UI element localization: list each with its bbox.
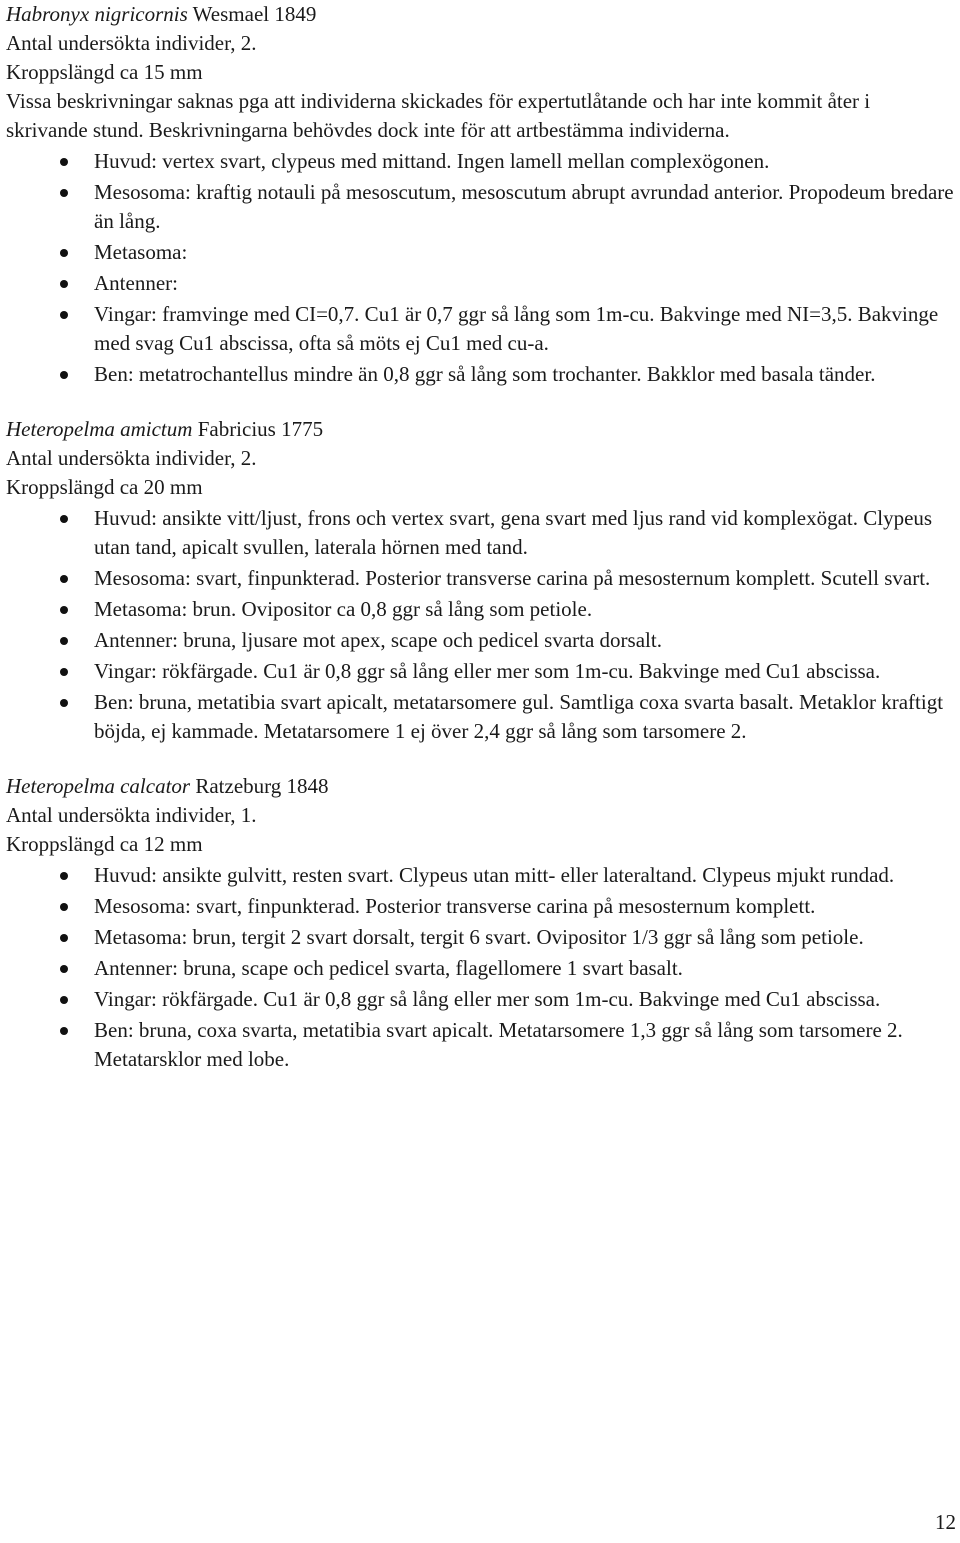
bullet-icon	[60, 699, 68, 707]
trait-item-metasoma	[6, 238, 956, 267]
bullet-icon	[60, 637, 68, 645]
trait-text: Ben: bruna, metatibia svart apicalt, metatarsomere gul. Samtliga coxa svarta basalt. Metaklor kraftigt böjda, ej kammade. Metatarsomere 1 ej över 2,4 ggr så lång som tarsomere 2.	[94, 690, 944, 743]
bullet-icon	[60, 965, 68, 973]
bullet-icon	[60, 996, 68, 1004]
trait-item-ben	[6, 688, 956, 746]
specimen-count: Antal undersökta individer, 1.	[6, 803, 257, 827]
trait-item-metasoma	[6, 595, 956, 624]
trait-text: Mesosoma: svart, finpunkterad. Posterior transverse carina på mesosternum komplett. Scutell svart.	[94, 566, 931, 590]
trait-text: Ben: metatrochantellus mindre än 0,8 ggr så lång som trochanter. Bakklor med basala tänder.	[94, 362, 876, 386]
species-heading	[6, 415, 956, 444]
bullet-icon	[60, 311, 68, 319]
trait-text: Huvud: vertex svart, clypeus med mittand. Ingen lamell mellan complexögonen.	[94, 149, 770, 173]
page-number: 12	[935, 1510, 956, 1534]
bullet-icon	[60, 371, 68, 379]
species-section-habronyx-nigricornis	[6, 0, 956, 389]
bullet-icon	[60, 575, 68, 583]
trait-item-metasoma	[6, 923, 956, 952]
species-author: Ratzeburg 1848	[195, 774, 329, 798]
bullet-icon	[60, 515, 68, 523]
bullet-icon	[60, 158, 68, 166]
trait-text: Antenner: bruna, scape och pedicel svarta, flagellomere 1 svart basalt.	[94, 956, 683, 980]
trait-item-mesosoma	[6, 564, 956, 593]
trait-item-ben	[6, 360, 956, 389]
bullet-icon	[60, 1027, 68, 1035]
bullet-icon	[60, 189, 68, 197]
trait-list	[6, 504, 956, 746]
body-length: Kroppslängd ca 12 mm	[6, 832, 203, 856]
bullet-icon	[60, 280, 68, 288]
bullet-icon	[60, 934, 68, 942]
species-name: Heteropelma amictum	[6, 417, 193, 441]
specimen-count: Antal undersökta individer, 2.	[6, 31, 257, 55]
species-name: Heteropelma calcator	[6, 774, 191, 798]
trait-text: Antenner:	[94, 271, 178, 295]
trait-text: Mesosoma: kraftig notauli på mesoscutum, mesoscutum abrupt avrundad anterior. Propodeum bredare än lång.	[94, 180, 954, 233]
trait-text: Mesosoma: svart, finpunkterad. Posterior transverse carina på mesosternum komplett.	[94, 894, 816, 918]
species-heading	[6, 772, 956, 801]
trait-item-vingar	[6, 985, 956, 1014]
species-author: Fabricius 1775	[197, 417, 324, 441]
trait-text: Vingar: rökfärgade. Cu1 är 0,8 ggr så lång eller mer som 1m-cu. Bakvinge med Cu1 abscissa.	[94, 987, 881, 1011]
body-length: Kroppslängd ca 20 mm	[6, 475, 203, 499]
trait-text: Ben: bruna, coxa svarta, metatibia svart apicalt. Metatarsomere 1,3 ggr så lång som tarsomere 2. Metatarsklor med lobe.	[94, 1018, 903, 1071]
trait-text: Huvud: ansikte gulvitt, resten svart. Clypeus utan mitt- eller lateraltand. Clypeus mjukt rundad.	[94, 863, 895, 887]
trait-text: Vingar: rökfärgade. Cu1 är 0,8 ggr så lång eller mer som 1m-cu. Bakvinge med Cu1 abscissa.	[94, 659, 881, 683]
trait-item-huvud	[6, 504, 956, 562]
trait-text: Huvud: ansikte vitt/ljust, frons och vertex svart, gena svart med ljus rand vid komplexögat. Clypeus utan tand, apicalt svullen, laterala hörnen med tand.	[94, 506, 933, 559]
trait-item-vingar	[6, 300, 956, 358]
trait-text: Metasoma: brun. Ovipositor ca 0,8 ggr så lång som petiole.	[94, 597, 593, 621]
trait-item-ben	[6, 1016, 956, 1074]
specimen-count: Antal undersökta individer, 2.	[6, 446, 257, 470]
trait-text: Metasoma:	[94, 240, 188, 264]
trait-list	[6, 147, 956, 389]
trait-item-antenner	[6, 626, 956, 655]
bullet-icon	[60, 668, 68, 676]
bullet-icon	[60, 872, 68, 880]
trait-text: Metasoma: brun, tergit 2 svart dorsalt, tergit 6 svart. Ovipositor 1/3 ggr så lång som petiole.	[94, 925, 864, 949]
body-length: Kroppslängd ca 15 mm	[6, 60, 203, 84]
trait-item-vingar	[6, 657, 956, 686]
species-section-heteropelma-calcator	[6, 772, 956, 1074]
trait-item-antenner	[6, 954, 956, 983]
trait-item-mesosoma	[6, 892, 956, 921]
species-name: Habronyx nigricornis	[6, 2, 188, 26]
trait-item-mesosoma	[6, 178, 956, 236]
document-page	[6, 0, 956, 1076]
trait-text: Vingar: framvinge med CI=0,7. Cu1 är 0,7 ggr så lång som 1m-cu. Bakvinge med NI=3,5. Bakvinge med svag Cu1 abscissa, ofta så möts ej Cu1 med cu-a.	[94, 302, 939, 355]
trait-text: Antenner: bruna, ljusare mot apex, scape och pedicel svarta dorsalt.	[94, 628, 662, 652]
trait-item-huvud	[6, 147, 956, 176]
species-section-heteropelma-amictum	[6, 415, 956, 746]
trait-item-huvud	[6, 861, 956, 890]
bullet-icon	[60, 903, 68, 911]
note-paragraph: Vissa beskrivningar saknas pga att individerna skickades för expertutlåtande och har inte kommit åter i skrivande stund. Beskrivningarna behövdes dock inte för att artbestämma individerna.	[6, 89, 871, 142]
species-heading	[6, 0, 956, 29]
trait-item-antenner	[6, 269, 956, 298]
trait-list	[6, 861, 956, 1074]
bullet-icon	[60, 249, 68, 257]
bullet-icon	[60, 606, 68, 614]
species-author: Wesmael 1849	[192, 2, 317, 26]
